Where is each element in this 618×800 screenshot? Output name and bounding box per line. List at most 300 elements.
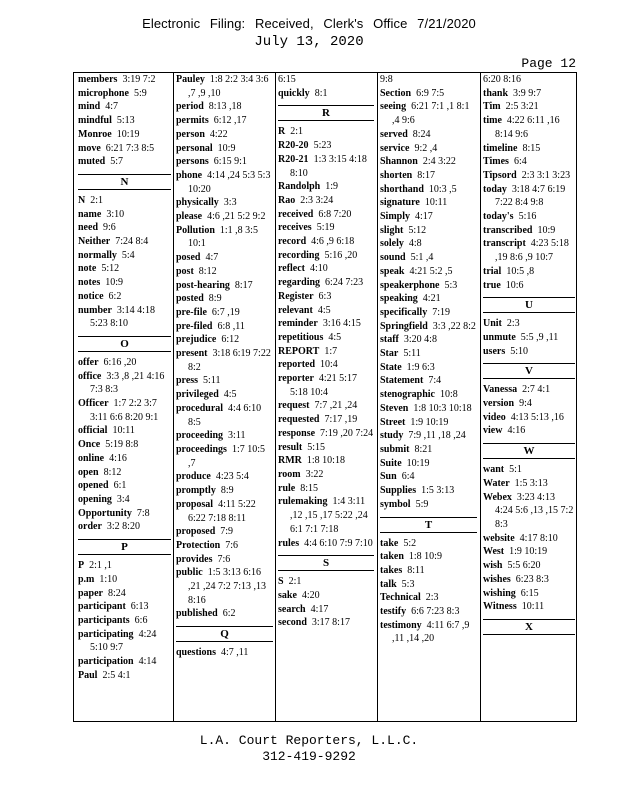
index-entry	[380, 292, 477, 306]
index-entry	[78, 262, 171, 276]
index-entry	[380, 619, 477, 646]
index-references: 5:4	[121, 249, 135, 261]
index-references: 8:12	[198, 265, 217, 277]
index-term: speak	[380, 265, 405, 277]
index-entry	[78, 290, 171, 304]
index-references: 5:19 8:8	[105, 439, 139, 451]
index-term: taken	[380, 551, 404, 563]
index-entry	[278, 221, 374, 235]
section-letter-x: X	[483, 619, 575, 635]
index-term: Section	[380, 87, 412, 99]
index-column-3	[278, 73, 374, 721]
index-entry	[78, 155, 171, 169]
index-term: Witness	[483, 601, 517, 613]
index-references: 4:21	[422, 293, 441, 305]
index-references: 7:9	[220, 526, 234, 538]
index-references: 4:14 ,24 5:3 5:3 10:20	[188, 169, 271, 195]
index-references: 3:4	[116, 493, 130, 505]
index-term: Protection	[176, 539, 221, 551]
index-entry	[278, 317, 374, 331]
index-references: 1:7 2:2 3:7 3:11 6:6 8:20 9:1	[90, 398, 159, 423]
index-term: Shannon	[380, 156, 418, 168]
index-entry	[78, 559, 171, 573]
index-entry	[78, 600, 171, 614]
index-term: specifically	[380, 306, 428, 318]
index-references: 8:17	[417, 169, 436, 181]
section-letter-w: W	[483, 443, 575, 459]
index-entry	[176, 347, 273, 374]
index-entry	[380, 306, 477, 320]
index-references: 7:8	[136, 507, 150, 519]
column-divider	[377, 73, 378, 721]
index-entry	[176, 443, 273, 470]
index-references: 4:4 6:10 7:9 7:10	[304, 537, 373, 549]
index-entry	[78, 142, 171, 156]
index-entry	[176, 320, 273, 334]
index-references: 7:6	[225, 539, 239, 551]
index-entry	[78, 479, 171, 493]
index-term: S	[278, 576, 284, 588]
index-term: name	[78, 208, 102, 220]
index-term: takes	[380, 564, 403, 576]
index-term: speaking	[380, 293, 418, 305]
index-references: 5:7	[110, 156, 124, 168]
index-term: Officer	[78, 398, 109, 410]
index-term: physically	[176, 197, 219, 209]
index-term: notes	[78, 277, 101, 289]
index-term: Unit	[483, 318, 502, 330]
index-references: 10:9	[105, 277, 124, 289]
index-entry	[278, 441, 374, 455]
index-entry	[278, 372, 374, 399]
index-references: 10:19	[116, 128, 140, 140]
index-references: 6:12 ,17	[213, 115, 247, 127]
index-references: 6:3	[318, 290, 332, 302]
index-references: 1:5 3:13	[514, 477, 548, 489]
index-entry	[176, 374, 273, 388]
index-term: pre-filed	[176, 320, 213, 332]
index-term: mind	[78, 101, 101, 113]
index-entry	[176, 100, 273, 114]
index-term: phone	[176, 169, 203, 181]
index-entry	[278, 304, 374, 318]
index-references: 10:19	[406, 457, 430, 469]
index-entry	[278, 87, 374, 101]
index-entry	[483, 383, 575, 397]
index-references: 2:7 4:1	[522, 384, 551, 396]
index-term: response	[278, 427, 316, 439]
index-term: West	[483, 546, 505, 558]
index-column-5	[483, 73, 575, 721]
index-references: 8:12	[103, 466, 122, 478]
index-term: Vanessa	[483, 384, 518, 396]
index-entry	[176, 169, 273, 196]
index-references: 7:4	[428, 375, 442, 387]
index-entry	[78, 628, 171, 655]
index-term: transcribed	[483, 224, 533, 236]
index-references: 9:2 ,4	[414, 142, 438, 154]
index-references: 4:21 5:17 5:18 10:4	[290, 373, 357, 398]
index-term: version	[483, 398, 515, 410]
index-column-4	[380, 73, 477, 721]
index-entry	[483, 331, 575, 345]
index-entry	[278, 125, 374, 139]
index-entry	[278, 290, 374, 304]
index-references: 1:8 2:2 3:4 3:6 ,7 ,9 ,10	[188, 74, 269, 99]
index-entry	[483, 397, 575, 411]
index-term: Tipsord	[483, 169, 517, 181]
index-term: paper	[78, 587, 103, 599]
index-term: reminder	[278, 318, 318, 330]
index-entry	[278, 139, 374, 153]
index-references: 2:3 3:24	[300, 194, 334, 206]
index-entry	[483, 183, 575, 210]
index-column-1	[78, 73, 171, 721]
index-entry	[278, 482, 374, 496]
index-continuation: 6:15	[278, 74, 296, 85]
index-references: 7:7 ,21 ,24	[314, 400, 358, 412]
index-term: Paul	[78, 669, 98, 681]
index-entry	[176, 265, 273, 279]
index-entry	[78, 507, 171, 521]
index-term: Neither	[78, 236, 111, 248]
index-term: shorthand	[380, 183, 424, 195]
index-entry	[78, 587, 171, 601]
index-entry	[176, 553, 273, 567]
index-entry	[176, 333, 273, 347]
index-entry	[380, 347, 477, 361]
index-references: 1:5 3:13	[421, 485, 455, 497]
index-term: P	[78, 560, 85, 572]
index-references: 8:11	[407, 564, 425, 576]
index-entry	[78, 304, 171, 331]
index-term: shorten	[380, 169, 413, 181]
index-entry	[176, 607, 273, 621]
index-term: record	[278, 236, 307, 248]
index-term: R	[278, 126, 286, 138]
index-term: served	[380, 128, 408, 140]
index-references: 1:9	[325, 181, 339, 193]
section-letter-p: P	[78, 539, 171, 555]
index-entry	[176, 142, 273, 156]
index-term: result	[278, 441, 303, 453]
index-entry	[176, 306, 273, 320]
index-references: 4:6 ,21 5:2 9:2	[207, 211, 266, 223]
index-term: submit	[380, 443, 410, 455]
index-term: proposal	[176, 498, 214, 510]
index-references: 8:15	[300, 482, 318, 494]
index-term: move	[78, 142, 101, 154]
index-term: Monroe	[78, 128, 112, 140]
column-divider	[480, 73, 481, 721]
index-entry	[380, 100, 477, 127]
index-entry	[380, 279, 477, 293]
index-entry	[380, 183, 477, 197]
index-references: 5:13	[116, 115, 135, 127]
index-entry	[483, 587, 575, 601]
index-term: Rao	[278, 194, 296, 206]
index-references: 3:11	[228, 430, 246, 442]
index-references: 3:22	[305, 468, 324, 480]
index-term: questions	[176, 647, 217, 659]
index-references: 6:9 7:5	[416, 87, 445, 99]
index-references: 3:14 4:18 5:23 8:10	[90, 304, 155, 330]
index-references: 4:11 5:22 6:22 7:18 8:11	[188, 498, 256, 524]
index-entry	[278, 468, 374, 482]
index-entry	[380, 224, 477, 238]
index-entry	[78, 221, 171, 235]
index-references: 5:9	[415, 498, 429, 510]
index-term: opened	[78, 480, 109, 492]
index-term: Once	[78, 439, 101, 451]
index-references: 3:10	[106, 208, 125, 220]
index-entry	[380, 196, 477, 210]
index-term: thank	[483, 87, 509, 99]
index-term: transcript	[483, 238, 526, 250]
index-references: 5:3	[401, 578, 415, 590]
index-entry	[380, 402, 477, 416]
index-references: 6:15	[520, 587, 539, 599]
index-entry	[380, 142, 477, 156]
index-term: posed	[176, 252, 201, 264]
index-term: want	[483, 464, 505, 476]
index-references: 2:1	[288, 576, 302, 588]
index-references: 1:7 10:5 ,7	[188, 443, 265, 469]
index-references: 10:6	[505, 279, 524, 291]
index-references: 6:13	[130, 601, 149, 613]
index-term: official	[78, 425, 108, 437]
index-references: 6:24 7:23	[325, 277, 364, 289]
index-entry	[78, 466, 171, 480]
section-letter-u: U	[483, 297, 575, 313]
section-letter-r: R	[278, 105, 374, 121]
index-references: 8:13 ,18	[208, 101, 242, 113]
index-term: proceedings	[176, 443, 227, 455]
index-references: 6:23 8:3	[515, 573, 549, 585]
index-term: room	[278, 468, 301, 480]
index-entry	[176, 210, 273, 224]
index-term: search	[278, 603, 306, 615]
section-letter-q: Q	[176, 626, 273, 642]
index-entry	[278, 537, 374, 551]
index-term: public	[176, 567, 203, 579]
index-entry	[78, 73, 171, 87]
index-references: 5:1	[509, 464, 522, 476]
index-term: proceeding	[176, 430, 224, 442]
index-entry	[176, 114, 273, 128]
index-references: 4:21 5:2 ,5	[409, 265, 453, 277]
index-term: Register	[278, 290, 314, 302]
index-references: 5:9	[133, 87, 147, 99]
index-references: 1:4 3:11 ,12 ,15 ,17 5:22 ,24 6:1 7:1 7:18	[290, 496, 368, 535]
column-divider	[275, 73, 276, 721]
index-entry	[380, 128, 477, 142]
index-entry	[380, 169, 477, 183]
index-references: 1:8 10:18	[306, 455, 345, 467]
index-references: 4:5	[317, 304, 331, 316]
index-term: proposed	[176, 526, 216, 538]
hearing-date: July 13, 2020	[254, 34, 364, 50]
filing-stamp: Electronic Filing: Received, Clerk's Office 7/21/2020	[142, 16, 476, 31]
index-references: 5:12	[408, 224, 427, 236]
index-entry	[278, 413, 374, 427]
index-entry	[380, 265, 477, 279]
index-references: 10:11	[521, 601, 545, 613]
index-references: 6:12	[221, 334, 240, 346]
index-term: need	[78, 222, 98, 234]
index-references: 1:10	[99, 573, 118, 585]
index-term: wish	[483, 560, 503, 572]
index-entry	[78, 493, 171, 507]
index-term: website	[483, 532, 515, 544]
index-entry	[380, 484, 477, 498]
index-entry	[380, 605, 477, 619]
index-entry	[176, 128, 273, 142]
index-term: p.m	[78, 573, 95, 585]
index-entry	[380, 470, 477, 484]
section-letter-o: O	[78, 336, 171, 352]
index-entry	[176, 498, 273, 525]
index-references: 5:5 ,9 ,11	[520, 331, 559, 343]
index-term: provides	[176, 553, 213, 565]
index-entry	[176, 155, 273, 169]
index-references: 1:9 6:3	[406, 361, 435, 373]
index-entry	[483, 224, 575, 238]
index-term: rules	[278, 537, 300, 549]
index-references: 7:9 ,11 ,18 ,24	[408, 430, 466, 442]
index-references: 5:12	[101, 263, 120, 275]
index-entry	[380, 237, 477, 251]
index-term: Simply	[380, 211, 411, 223]
index-term: RMR	[278, 455, 302, 467]
index-term: produce	[176, 471, 211, 483]
index-entry	[483, 169, 575, 183]
index-references: 6:2	[222, 608, 236, 620]
footer-company: L.A. Court Reporters, L.L.C.	[199, 733, 419, 748]
index-term: period	[176, 101, 204, 113]
index-references: 1:9 10:19	[509, 546, 548, 558]
index-entry	[278, 495, 374, 536]
index-term: true	[483, 279, 501, 291]
index-entry	[380, 361, 477, 375]
index-entry	[176, 279, 273, 293]
index-references: 1:3 3:15 4:18 8:10	[290, 153, 367, 179]
index-continuation: 9:8	[380, 74, 393, 85]
index-references: 5:3	[444, 279, 458, 291]
index-references: 6:15 9:1	[213, 156, 247, 168]
index-term: number	[78, 304, 112, 316]
index-term: posted	[176, 293, 204, 305]
index-references: 10:5 ,8	[506, 265, 535, 277]
index-references: 3:18 4:7 6:19 7:22 8:4 9:8	[495, 183, 566, 209]
index-entry	[380, 416, 477, 430]
index-term: prejudice	[176, 334, 217, 346]
index-references: 8:24	[108, 587, 126, 599]
index-entry	[176, 539, 273, 553]
index-entry	[483, 463, 575, 477]
index-references: 5:2	[403, 537, 417, 549]
index-references: 3:18 6:19 7:22 8:2	[188, 348, 271, 373]
index-term: service	[380, 142, 410, 154]
index-term: persons	[176, 156, 209, 168]
index-entry	[380, 591, 477, 605]
index-entry	[380, 443, 477, 457]
index-references: 5:11	[403, 348, 421, 360]
index-term: Star	[380, 348, 399, 360]
index-term: privileged	[176, 389, 219, 401]
index-entry	[483, 545, 575, 559]
index-references: 8:21	[414, 443, 433, 455]
index-entry	[176, 470, 273, 484]
index-term: video	[483, 411, 506, 423]
index-term: offer	[78, 356, 99, 368]
index-references: 5:19	[316, 222, 335, 234]
index-references: 10:9	[537, 224, 556, 236]
index-references: 10:8	[440, 389, 458, 401]
index-term: Water	[483, 477, 510, 489]
index-references: 7:6	[217, 553, 231, 565]
index-references: 8:24	[412, 128, 431, 140]
index-references: 4:5	[328, 331, 342, 343]
index-references: 4:8	[408, 238, 422, 250]
index-entry	[78, 614, 171, 628]
index-references: 9:6	[103, 222, 116, 234]
section-letter-n: N	[78, 174, 171, 190]
index-term: request	[278, 400, 310, 412]
index-references: 4:11 6:7 ,9 ,11 ,14 ,20	[392, 619, 470, 645]
index-references: 2:3 3:1 3:23	[521, 169, 571, 181]
index-references: 5:15	[307, 441, 326, 453]
index-references: 10:11	[424, 197, 448, 209]
index-entry	[380, 388, 477, 402]
index-entry	[483, 265, 575, 279]
index-references: 2:1 ,1	[89, 560, 112, 572]
index-references: 1:1 ,8 3:5 10:1	[188, 224, 258, 250]
index-entry	[278, 427, 374, 441]
index-entry	[78, 669, 171, 683]
index-term: received	[278, 208, 314, 220]
index-references: 1:7	[324, 345, 338, 357]
index-entry	[78, 208, 171, 222]
index-entry	[278, 180, 374, 194]
index-term: please	[176, 211, 203, 223]
index-entry	[176, 292, 273, 306]
index-entry	[176, 484, 273, 498]
index-references: 7:24 8:4	[115, 236, 149, 248]
index-references: 6:1	[113, 480, 127, 492]
index-continuation: 6:20 8:16	[483, 74, 522, 85]
index-term: sake	[278, 589, 297, 601]
index-entry	[483, 573, 575, 587]
index-term: post-hearing	[176, 279, 230, 291]
index-term: view	[483, 425, 503, 437]
index-references: 4:7	[205, 252, 219, 264]
index-term: press	[176, 375, 199, 387]
index-term: Street	[380, 416, 406, 428]
index-entry	[380, 498, 477, 512]
index-term: State	[380, 361, 402, 373]
index-references: 4:16	[507, 425, 526, 437]
index-references: 3:16 4:15	[322, 318, 361, 330]
index-entry	[278, 616, 374, 630]
index-references: 10:4	[320, 359, 338, 371]
index-references: 5:23	[313, 140, 332, 152]
index-entry	[380, 210, 477, 224]
index-term: signature	[380, 197, 420, 209]
index-references: 8:1	[314, 87, 328, 99]
index-references: 10:11	[112, 425, 135, 437]
index-term: published	[176, 608, 218, 620]
